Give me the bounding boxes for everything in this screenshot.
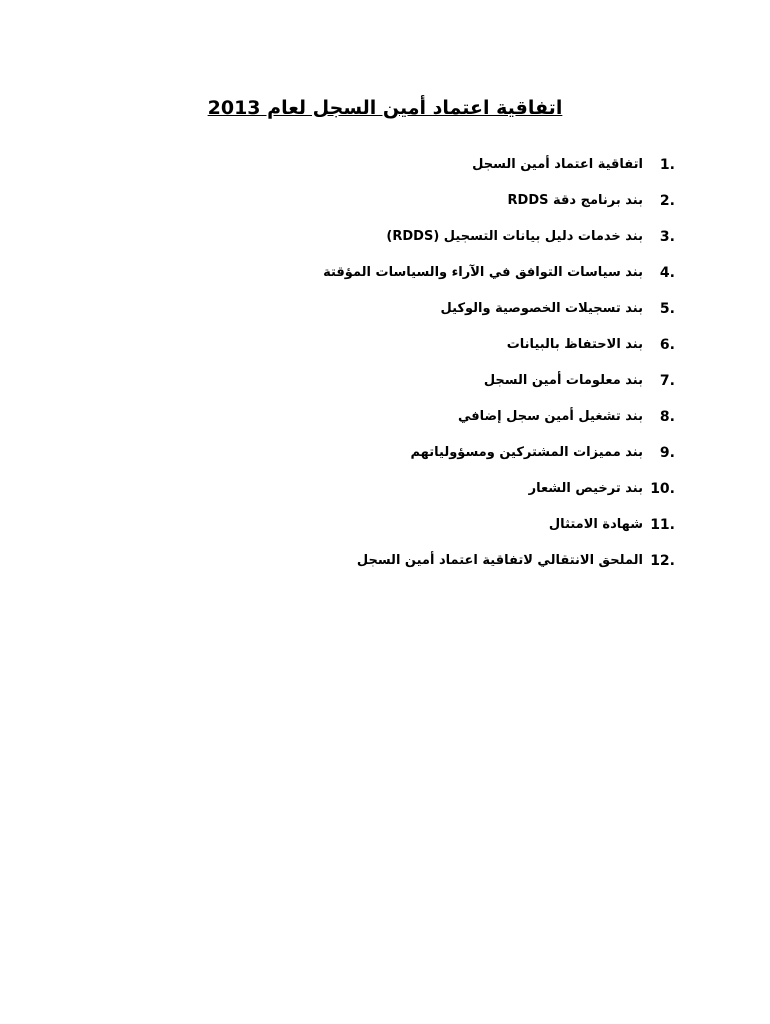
list-item-number: .5 [659, 301, 675, 317]
list-item-number: .8 [659, 409, 675, 425]
list-item [75, 477, 675, 513]
list-item-text: بند مميزات المشتركين ومسؤولياتهم [410, 445, 643, 460]
list-item [75, 189, 675, 225]
list-item [75, 405, 675, 441]
list-item [75, 513, 675, 549]
table-of-contents [75, 153, 675, 585]
list-item [75, 441, 675, 477]
list-item-text: بند ترخيص الشعار [528, 481, 643, 496]
list-item-number: .6 [659, 337, 675, 353]
document-title: اتفاقية اعتماد أمين السجل لعام 2013 [207, 97, 563, 119]
list-item [75, 369, 675, 405]
list-item-text: شهادة الامتثال [548, 517, 643, 532]
list-item [75, 549, 675, 585]
list-item-number: .2 [659, 193, 675, 209]
list-item-text: الملحق الانتقالي لاتفاقية اعتماد أمين السجل [356, 553, 643, 568]
list-item-text: اتفاقية اعتماد أمين السجل [472, 157, 643, 172]
list-item-number: .3 [659, 229, 675, 245]
list-item-number: .9 [659, 445, 675, 461]
list-item-number: .10 [650, 481, 675, 497]
list-item [75, 261, 675, 297]
list-item-text: بند تسجيلات الخصوصية والوكيل [440, 301, 643, 316]
list-item-number: .1 [659, 157, 675, 173]
list-item-text: بند الاحتفاظ بالبيانات [506, 337, 643, 352]
list-item [75, 297, 675, 333]
list-item-number: .7 [659, 373, 675, 389]
list-item-number: .4 [659, 265, 675, 281]
list-item-text: بند برنامج دقة RDDS [507, 193, 643, 208]
list-item [75, 333, 675, 369]
list-item-number: .11 [650, 517, 675, 533]
list-item-number: .12 [650, 553, 675, 569]
list-item-text: بند تشغيل أمين سجل إضافي [458, 409, 643, 424]
list-item [75, 225, 675, 261]
list-item-text: بند سياسات التوافق في الآراء والسياسات المؤقتة [323, 265, 643, 280]
list-item-text: بند معلومات أمين السجل [483, 373, 643, 388]
list-item [75, 153, 675, 189]
list-item-text: بند خدمات دليل بيانات التسجيل (RDDS) [386, 229, 643, 244]
